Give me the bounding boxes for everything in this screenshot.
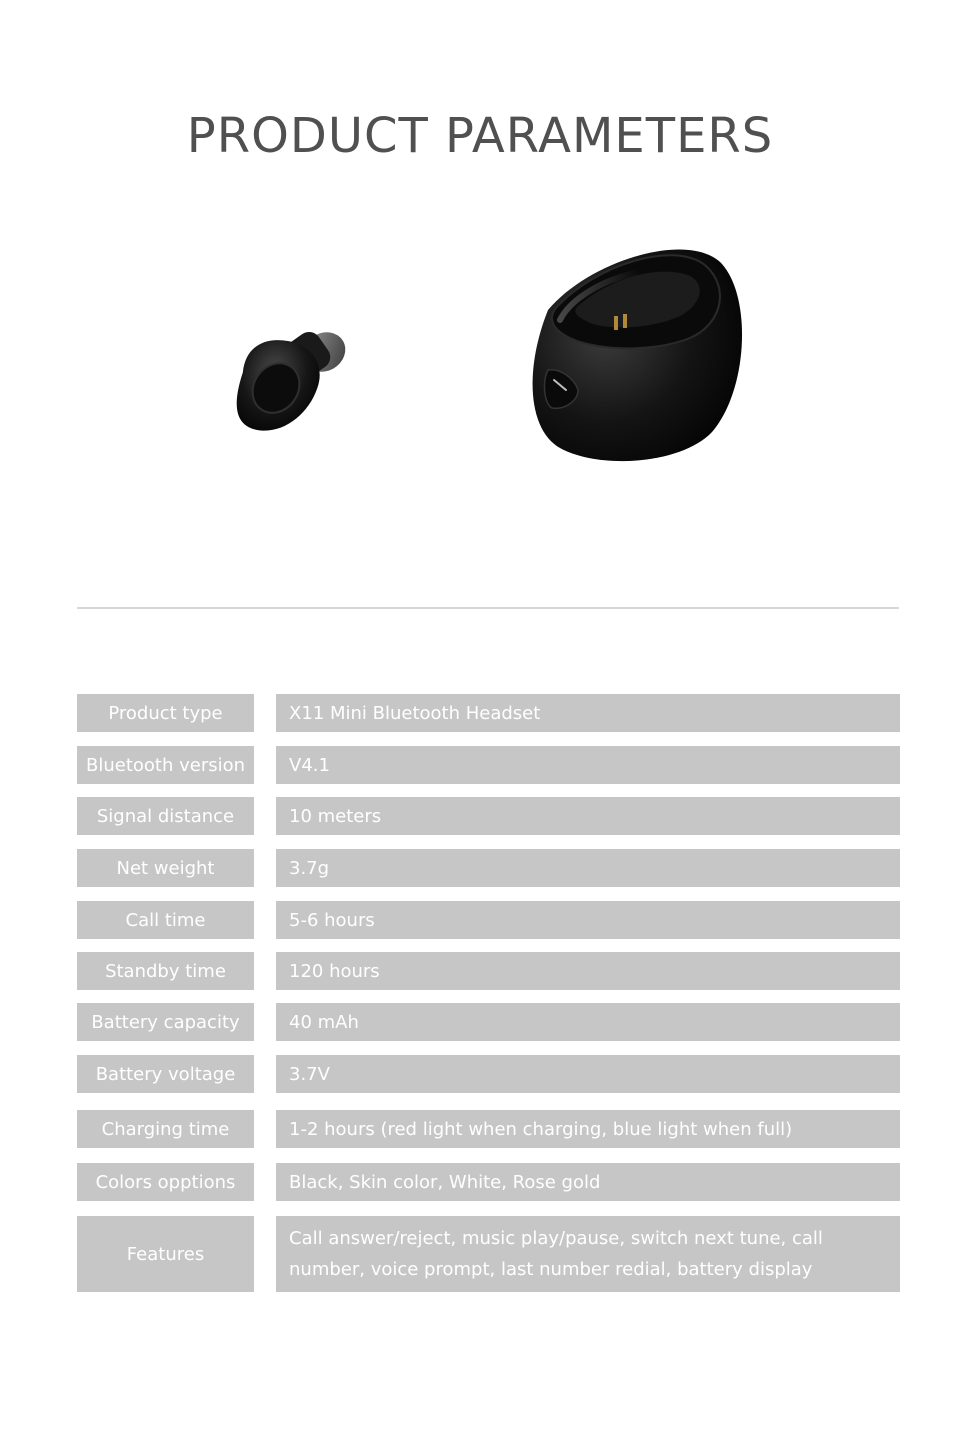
spec-label: Charging time [77, 1110, 254, 1148]
spec-value: 10 meters [276, 797, 900, 835]
spec-row-battery-capacity [77, 1003, 900, 1041]
spec-row-bluetooth-version [77, 746, 900, 784]
spec-label: Signal distance [77, 797, 254, 835]
spec-value: 120 hours [276, 952, 900, 990]
spec-value: 1-2 hours (red light when charging, blue light when full) [276, 1110, 900, 1148]
spec-value: 40 mAh [276, 1003, 900, 1041]
spec-row-charging-time [77, 1110, 900, 1148]
page-title: PRODUCT PARAMETERS [186, 108, 774, 164]
spec-value: 3.7V [276, 1055, 900, 1093]
spec-row-call-time [77, 901, 900, 939]
spec-label: Standby time [77, 952, 254, 990]
spec-row-colors-options [77, 1163, 900, 1201]
spec-label: Battery voltage [77, 1055, 254, 1093]
spec-row-battery-voltage [77, 1055, 900, 1093]
spec-label: Call time [77, 901, 254, 939]
spec-value: Call answer/reject, music play/pause, switch next tune, call number, voice prompt, last number redial, battery display [276, 1216, 900, 1292]
spec-value: 5-6 hours [276, 901, 900, 939]
spec-label: Colors opptions [77, 1163, 254, 1201]
spec-row-net-weight [77, 849, 900, 887]
spec-row-features [77, 1216, 900, 1292]
spec-row-signal-distance [77, 797, 900, 835]
product-image [0, 220, 960, 490]
spec-label: Bluetooth version [77, 746, 254, 784]
earbud-icon [229, 325, 353, 443]
spec-label: Product type [77, 694, 254, 732]
spec-label: Net weight [77, 849, 254, 887]
spec-value: X11 Mini Bluetooth Headset [276, 694, 900, 732]
spec-value: 3.7g [276, 849, 900, 887]
charging-case-icon [533, 249, 742, 461]
spec-row-product-type [77, 694, 900, 732]
spec-label: Battery capacity [77, 1003, 254, 1041]
spec-value: V4.1 [276, 746, 900, 784]
spec-value: Black, Skin color, White, Rose gold [276, 1163, 900, 1201]
spec-row-standby-time [77, 952, 900, 990]
divider [77, 607, 899, 609]
spec-label: Features [77, 1216, 254, 1292]
